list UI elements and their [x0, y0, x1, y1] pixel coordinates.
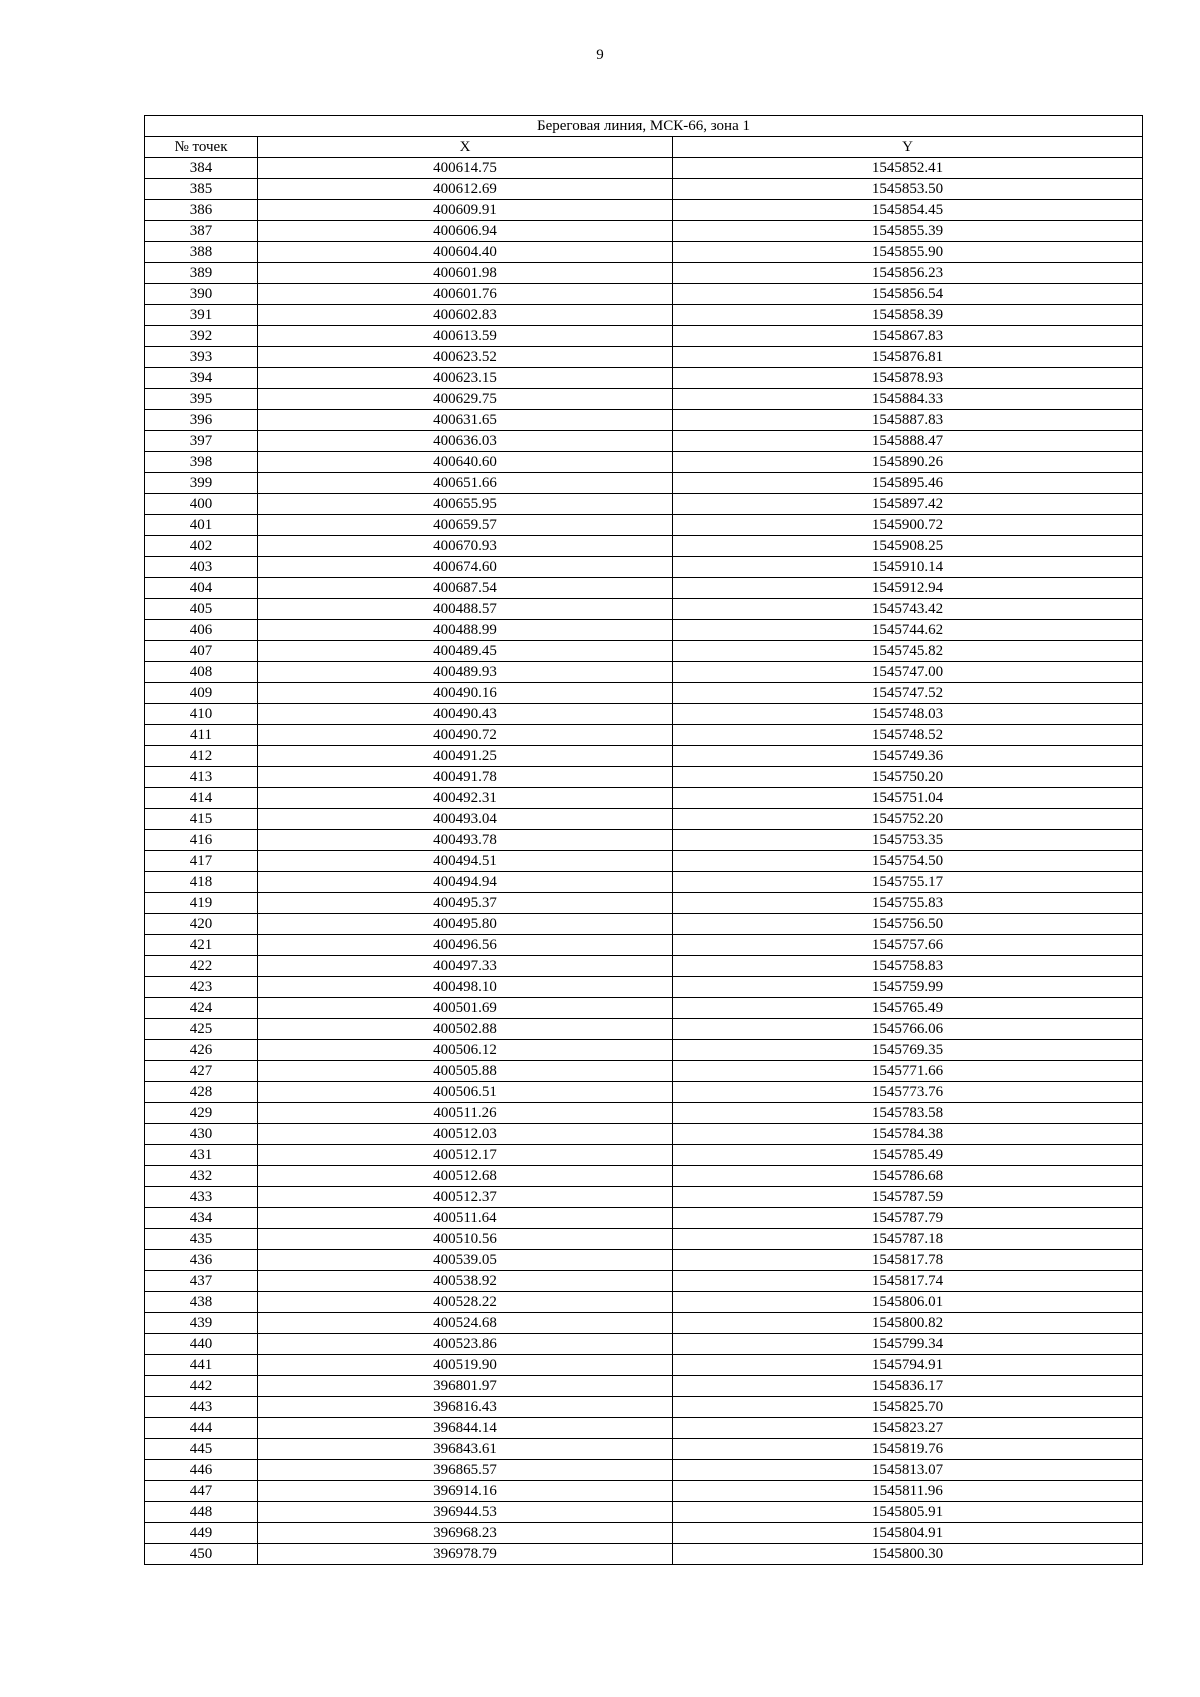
y-coordinate-cell: 1545783.58 [673, 1103, 1143, 1124]
x-coordinate-cell: 400495.80 [258, 914, 673, 935]
x-coordinate-cell: 400601.98 [258, 263, 673, 284]
x-coordinate-cell: 400640.60 [258, 452, 673, 473]
table-row [145, 578, 1143, 599]
point-number-cell: 427 [145, 1061, 258, 1082]
table-row [145, 200, 1143, 221]
x-coordinate-cell: 400493.04 [258, 809, 673, 830]
point-number-cell: 410 [145, 704, 258, 725]
y-coordinate-cell: 1545757.66 [673, 935, 1143, 956]
x-coordinate-cell: 396914.16 [258, 1481, 673, 1502]
point-number-cell: 392 [145, 326, 258, 347]
point-number-cell: 405 [145, 599, 258, 620]
x-coordinate-cell: 400659.57 [258, 515, 673, 536]
table-row [145, 179, 1143, 200]
x-coordinate-cell: 400629.75 [258, 389, 673, 410]
column-header-point-number: № точек [145, 137, 258, 158]
x-coordinate-cell: 400488.99 [258, 620, 673, 641]
table-row [145, 1040, 1143, 1061]
table-row [145, 935, 1143, 956]
point-number-cell: 408 [145, 662, 258, 683]
table-row [145, 830, 1143, 851]
x-coordinate-cell: 400623.15 [258, 368, 673, 389]
table-row [145, 1061, 1143, 1082]
point-number-cell: 403 [145, 557, 258, 578]
point-number-cell: 400 [145, 494, 258, 515]
x-coordinate-cell: 400494.94 [258, 872, 673, 893]
point-number-cell: 419 [145, 893, 258, 914]
x-coordinate-cell: 400512.68 [258, 1166, 673, 1187]
table-row [145, 431, 1143, 452]
table-title: Береговая линия, МСК-66, зона 1 [145, 116, 1143, 137]
point-number-cell: 441 [145, 1355, 258, 1376]
table-row [145, 1103, 1143, 1124]
x-coordinate-cell: 400490.43 [258, 704, 673, 725]
y-coordinate-cell: 1545825.70 [673, 1397, 1143, 1418]
table-title-row [145, 116, 1143, 137]
x-coordinate-cell: 400512.17 [258, 1145, 673, 1166]
coordinates-table [144, 115, 1143, 1565]
y-coordinate-cell: 1545887.83 [673, 410, 1143, 431]
x-coordinate-cell: 400523.86 [258, 1334, 673, 1355]
point-number-cell: 440 [145, 1334, 258, 1355]
point-number-cell: 396 [145, 410, 258, 431]
table-row [145, 1124, 1143, 1145]
y-coordinate-cell: 1545749.36 [673, 746, 1143, 767]
point-number-cell: 395 [145, 389, 258, 410]
table-row [145, 1397, 1143, 1418]
x-coordinate-cell: 400613.59 [258, 326, 673, 347]
point-number-cell: 435 [145, 1229, 258, 1250]
table-row [145, 851, 1143, 872]
point-number-cell: 433 [145, 1187, 258, 1208]
y-coordinate-cell: 1545908.25 [673, 536, 1143, 557]
point-number-cell: 416 [145, 830, 258, 851]
point-number-cell: 418 [145, 872, 258, 893]
x-coordinate-cell: 400488.57 [258, 599, 673, 620]
table-row [145, 809, 1143, 830]
point-number-cell: 434 [145, 1208, 258, 1229]
table-row [145, 158, 1143, 179]
point-number-cell: 439 [145, 1313, 258, 1334]
y-coordinate-cell: 1545755.17 [673, 872, 1143, 893]
point-number-cell: 420 [145, 914, 258, 935]
table-row [145, 221, 1143, 242]
table-row [145, 998, 1143, 1019]
y-coordinate-cell: 1545785.49 [673, 1145, 1143, 1166]
point-number-cell: 399 [145, 473, 258, 494]
x-coordinate-cell: 400651.66 [258, 473, 673, 494]
x-coordinate-cell: 400501.69 [258, 998, 673, 1019]
y-coordinate-cell: 1545755.83 [673, 893, 1143, 914]
table-row [145, 1208, 1143, 1229]
table-row [145, 1313, 1143, 1334]
y-coordinate-cell: 1545855.90 [673, 242, 1143, 263]
point-number-cell: 406 [145, 620, 258, 641]
y-coordinate-cell: 1545771.66 [673, 1061, 1143, 1082]
y-coordinate-cell: 1545759.99 [673, 977, 1143, 998]
table-row [145, 1187, 1143, 1208]
point-number-cell: 402 [145, 536, 258, 557]
y-coordinate-cell: 1545811.96 [673, 1481, 1143, 1502]
table-row [145, 515, 1143, 536]
table-row [145, 1250, 1143, 1271]
table-row [145, 536, 1143, 557]
table-row [145, 242, 1143, 263]
point-number-cell: 415 [145, 809, 258, 830]
point-number-cell: 398 [145, 452, 258, 473]
x-coordinate-cell: 396843.61 [258, 1439, 673, 1460]
point-number-cell: 388 [145, 242, 258, 263]
table-row [145, 494, 1143, 515]
y-coordinate-cell: 1545867.83 [673, 326, 1143, 347]
table-row [145, 1145, 1143, 1166]
x-coordinate-cell: 400636.03 [258, 431, 673, 452]
point-number-cell: 447 [145, 1481, 258, 1502]
x-coordinate-cell: 400528.22 [258, 1292, 673, 1313]
x-coordinate-cell: 400524.68 [258, 1313, 673, 1334]
table-row [145, 893, 1143, 914]
point-number-cell: 431 [145, 1145, 258, 1166]
x-coordinate-cell: 400687.54 [258, 578, 673, 599]
point-number-cell: 423 [145, 977, 258, 998]
x-coordinate-cell: 400489.45 [258, 641, 673, 662]
x-coordinate-cell: 396816.43 [258, 1397, 673, 1418]
point-number-cell: 421 [145, 935, 258, 956]
y-coordinate-cell: 1545758.83 [673, 956, 1143, 977]
x-coordinate-cell: 400670.93 [258, 536, 673, 557]
table-row [145, 620, 1143, 641]
y-coordinate-cell: 1545765.49 [673, 998, 1143, 1019]
x-coordinate-cell: 400519.90 [258, 1355, 673, 1376]
y-coordinate-cell: 1545753.35 [673, 830, 1143, 851]
x-coordinate-cell: 400511.64 [258, 1208, 673, 1229]
x-coordinate-cell: 400623.52 [258, 347, 673, 368]
column-header-y: Y [673, 137, 1143, 158]
y-coordinate-cell: 1545878.93 [673, 368, 1143, 389]
point-number-cell: 391 [145, 305, 258, 326]
x-coordinate-cell: 400494.51 [258, 851, 673, 872]
x-coordinate-cell: 400655.95 [258, 494, 673, 515]
point-number-cell: 409 [145, 683, 258, 704]
y-coordinate-cell: 1545817.74 [673, 1271, 1143, 1292]
point-number-cell: 438 [145, 1292, 258, 1313]
point-number-cell: 448 [145, 1502, 258, 1523]
y-coordinate-cell: 1545884.33 [673, 389, 1143, 410]
y-coordinate-cell: 1545766.06 [673, 1019, 1143, 1040]
y-coordinate-cell: 1545743.42 [673, 599, 1143, 620]
point-number-cell: 428 [145, 1082, 258, 1103]
x-coordinate-cell: 400502.88 [258, 1019, 673, 1040]
x-coordinate-cell: 400539.05 [258, 1250, 673, 1271]
table-row [145, 1082, 1143, 1103]
y-coordinate-cell: 1545854.45 [673, 200, 1143, 221]
point-number-cell: 413 [145, 767, 258, 788]
table-row [145, 872, 1143, 893]
table-row [145, 1292, 1143, 1313]
y-coordinate-cell: 1545748.03 [673, 704, 1143, 725]
y-coordinate-cell: 1545747.00 [673, 662, 1143, 683]
table-row [145, 599, 1143, 620]
y-coordinate-cell: 1545784.38 [673, 1124, 1143, 1145]
x-coordinate-cell: 400496.56 [258, 935, 673, 956]
y-coordinate-cell: 1545912.94 [673, 578, 1143, 599]
y-coordinate-cell: 1545895.46 [673, 473, 1143, 494]
x-coordinate-cell: 400495.37 [258, 893, 673, 914]
y-coordinate-cell: 1545804.91 [673, 1523, 1143, 1544]
table-header-row [145, 137, 1143, 158]
table-row [145, 725, 1143, 746]
table-row [145, 326, 1143, 347]
table-row [145, 1229, 1143, 1250]
point-number-cell: 411 [145, 725, 258, 746]
point-number-cell: 449 [145, 1523, 258, 1544]
point-number-cell: 429 [145, 1103, 258, 1124]
point-number-cell: 407 [145, 641, 258, 662]
x-coordinate-cell: 400491.25 [258, 746, 673, 767]
table-row [145, 683, 1143, 704]
y-coordinate-cell: 1545910.14 [673, 557, 1143, 578]
point-number-cell: 432 [145, 1166, 258, 1187]
table-row [145, 1355, 1143, 1376]
y-coordinate-cell: 1545852.41 [673, 158, 1143, 179]
y-coordinate-cell: 1545853.50 [673, 179, 1143, 200]
table-row [145, 1019, 1143, 1040]
y-coordinate-cell: 1545819.76 [673, 1439, 1143, 1460]
y-coordinate-cell: 1545805.91 [673, 1502, 1143, 1523]
table-row [145, 473, 1143, 494]
table-row [145, 1334, 1143, 1355]
x-coordinate-cell: 396978.79 [258, 1544, 673, 1565]
table-row [145, 1481, 1143, 1502]
table-row [145, 410, 1143, 431]
table-row [145, 368, 1143, 389]
table-row [145, 641, 1143, 662]
table-row [145, 767, 1143, 788]
y-coordinate-cell: 1545817.78 [673, 1250, 1143, 1271]
point-number-cell: 390 [145, 284, 258, 305]
x-coordinate-cell: 400602.83 [258, 305, 673, 326]
x-coordinate-cell: 400631.65 [258, 410, 673, 431]
table-row [145, 1376, 1143, 1397]
table-row [145, 1523, 1143, 1544]
table-row [145, 788, 1143, 809]
x-coordinate-cell: 400609.91 [258, 200, 673, 221]
table-row [145, 956, 1143, 977]
y-coordinate-cell: 1545752.20 [673, 809, 1143, 830]
y-coordinate-cell: 1545750.20 [673, 767, 1143, 788]
y-coordinate-cell: 1545748.52 [673, 725, 1143, 746]
table-row [145, 263, 1143, 284]
column-header-x: X [258, 137, 673, 158]
point-number-cell: 394 [145, 368, 258, 389]
y-coordinate-cell: 1545813.07 [673, 1460, 1143, 1481]
table-row [145, 1271, 1143, 1292]
y-coordinate-cell: 1545856.23 [673, 263, 1143, 284]
table-row [145, 452, 1143, 473]
table-row [145, 1166, 1143, 1187]
point-number-cell: 401 [145, 515, 258, 536]
y-coordinate-cell: 1545856.54 [673, 284, 1143, 305]
table-row [145, 977, 1143, 998]
table-row [145, 347, 1143, 368]
x-coordinate-cell: 400512.03 [258, 1124, 673, 1145]
y-coordinate-cell: 1545745.82 [673, 641, 1143, 662]
x-coordinate-cell: 400510.56 [258, 1229, 673, 1250]
point-number-cell: 426 [145, 1040, 258, 1061]
table-row [145, 284, 1143, 305]
y-coordinate-cell: 1545806.01 [673, 1292, 1143, 1313]
y-coordinate-cell: 1545769.35 [673, 1040, 1143, 1061]
point-number-cell: 442 [145, 1376, 258, 1397]
point-number-cell: 414 [145, 788, 258, 809]
x-coordinate-cell: 400498.10 [258, 977, 673, 998]
point-number-cell: 417 [145, 851, 258, 872]
point-number-cell: 446 [145, 1460, 258, 1481]
y-coordinate-cell: 1545888.47 [673, 431, 1143, 452]
point-number-cell: 393 [145, 347, 258, 368]
x-coordinate-cell: 400674.60 [258, 557, 673, 578]
point-number-cell: 422 [145, 956, 258, 977]
table-row [145, 1502, 1143, 1523]
point-number-cell: 424 [145, 998, 258, 1019]
y-coordinate-cell: 1545858.39 [673, 305, 1143, 326]
table-row [145, 662, 1143, 683]
y-coordinate-cell: 1545787.79 [673, 1208, 1143, 1229]
x-coordinate-cell: 396865.57 [258, 1460, 673, 1481]
point-number-cell: 397 [145, 431, 258, 452]
x-coordinate-cell: 400604.40 [258, 242, 673, 263]
point-number-cell: 445 [145, 1439, 258, 1460]
y-coordinate-cell: 1545897.42 [673, 494, 1143, 515]
x-coordinate-cell: 400612.69 [258, 179, 673, 200]
y-coordinate-cell: 1545747.52 [673, 683, 1143, 704]
table-row [145, 1418, 1143, 1439]
point-number-cell: 384 [145, 158, 258, 179]
point-number-cell: 412 [145, 746, 258, 767]
y-coordinate-cell: 1545787.18 [673, 1229, 1143, 1250]
point-number-cell: 404 [145, 578, 258, 599]
y-coordinate-cell: 1545751.04 [673, 788, 1143, 809]
point-number-cell: 389 [145, 263, 258, 284]
x-coordinate-cell: 400614.75 [258, 158, 673, 179]
y-coordinate-cell: 1545754.50 [673, 851, 1143, 872]
y-coordinate-cell: 1545823.27 [673, 1418, 1143, 1439]
y-coordinate-cell: 1545799.34 [673, 1334, 1143, 1355]
y-coordinate-cell: 1545786.68 [673, 1166, 1143, 1187]
x-coordinate-cell: 396968.23 [258, 1523, 673, 1544]
y-coordinate-cell: 1545744.62 [673, 620, 1143, 641]
point-number-cell: 387 [145, 221, 258, 242]
point-number-cell: 443 [145, 1397, 258, 1418]
x-coordinate-cell: 400506.12 [258, 1040, 673, 1061]
y-coordinate-cell: 1545876.81 [673, 347, 1143, 368]
x-coordinate-cell: 400601.76 [258, 284, 673, 305]
point-number-cell: 436 [145, 1250, 258, 1271]
point-number-cell: 386 [145, 200, 258, 221]
x-coordinate-cell: 396844.14 [258, 1418, 673, 1439]
y-coordinate-cell: 1545890.26 [673, 452, 1143, 473]
y-coordinate-cell: 1545756.50 [673, 914, 1143, 935]
x-coordinate-cell: 400606.94 [258, 221, 673, 242]
table-row [145, 1544, 1143, 1565]
x-coordinate-cell: 396944.53 [258, 1502, 673, 1523]
y-coordinate-cell: 1545800.30 [673, 1544, 1143, 1565]
x-coordinate-cell: 400490.16 [258, 683, 673, 704]
y-coordinate-cell: 1545855.39 [673, 221, 1143, 242]
x-coordinate-cell: 396801.97 [258, 1376, 673, 1397]
y-coordinate-cell: 1545794.91 [673, 1355, 1143, 1376]
x-coordinate-cell: 400489.93 [258, 662, 673, 683]
table-row [145, 914, 1143, 935]
x-coordinate-cell: 400490.72 [258, 725, 673, 746]
x-coordinate-cell: 400506.51 [258, 1082, 673, 1103]
table-row [145, 557, 1143, 578]
y-coordinate-cell: 1545787.59 [673, 1187, 1143, 1208]
point-number-cell: 450 [145, 1544, 258, 1565]
table-body [145, 158, 1143, 1565]
point-number-cell: 430 [145, 1124, 258, 1145]
y-coordinate-cell: 1545773.76 [673, 1082, 1143, 1103]
x-coordinate-cell: 400512.37 [258, 1187, 673, 1208]
x-coordinate-cell: 400493.78 [258, 830, 673, 851]
y-coordinate-cell: 1545836.17 [673, 1376, 1143, 1397]
point-number-cell: 444 [145, 1418, 258, 1439]
point-number-cell: 385 [145, 179, 258, 200]
y-coordinate-cell: 1545800.82 [673, 1313, 1143, 1334]
page-number: 9 [596, 47, 604, 63]
x-coordinate-cell: 400505.88 [258, 1061, 673, 1082]
table-row [145, 1460, 1143, 1481]
x-coordinate-cell: 400492.31 [258, 788, 673, 809]
table-row [145, 1439, 1143, 1460]
table-row [145, 746, 1143, 767]
table-row [145, 305, 1143, 326]
table-row [145, 704, 1143, 725]
table-row [145, 389, 1143, 410]
x-coordinate-cell: 400538.92 [258, 1271, 673, 1292]
point-number-cell: 437 [145, 1271, 258, 1292]
x-coordinate-cell: 400491.78 [258, 767, 673, 788]
x-coordinate-cell: 400497.33 [258, 956, 673, 977]
y-coordinate-cell: 1545900.72 [673, 515, 1143, 536]
x-coordinate-cell: 400511.26 [258, 1103, 673, 1124]
point-number-cell: 425 [145, 1019, 258, 1040]
